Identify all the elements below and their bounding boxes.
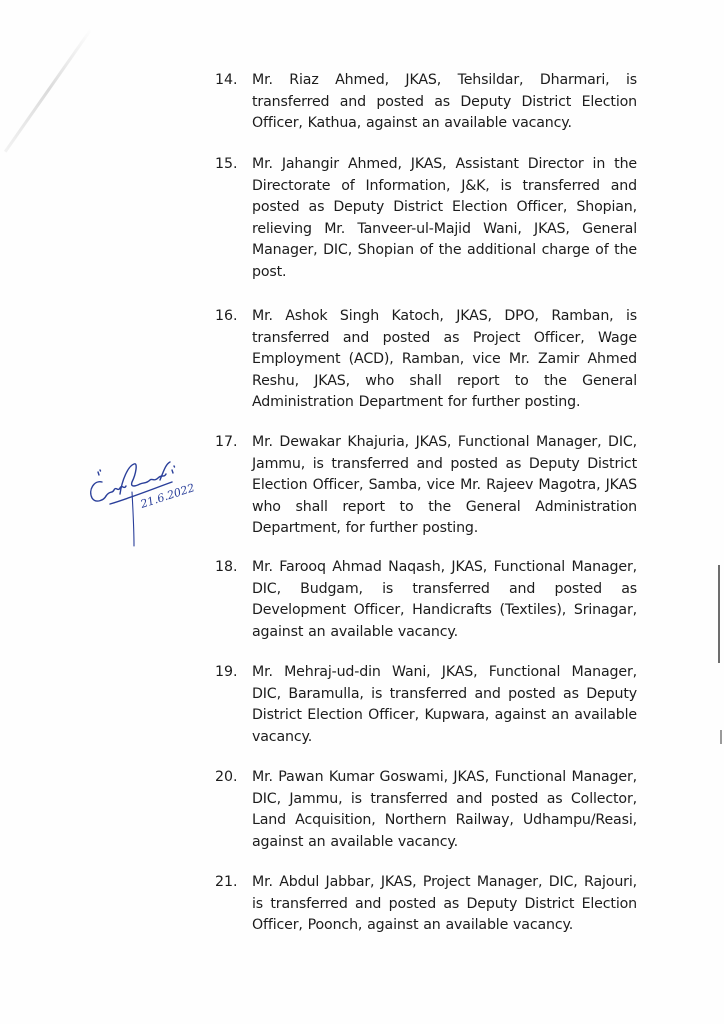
signature-stroke [98,470,101,475]
list-item [215,662,637,748]
item-text: Mr. Abdul Jabbar, JKAS, Project Manager, DIC, Rajouri, is transferred and posted as Deputy District Election Officer, Poonch, against an available vacancy. [252,874,637,933]
paper-edge-mark [718,565,720,663]
item-text: Mr. Dewakar Khajuria, JKAS, Functional Manager, DIC, Jammu, is transferred and posted as Deputy District Election Officer, Samba, vice Mr. Rajeev Magotra, JKAS who shall report to the General Administration Department, for further posting. [252,434,637,536]
item-text: Mr. Ashok Singh Katoch, JKAS, DPO, Ramban, is transferred and posted as Project Officer, Wage Employment (ACD), Ramban, vice Mr. Zamir Ahmed Reshu, JKAS, who shall report to the General Administration Department for further posting. [252,308,637,410]
item-text: Mr. Farooq Ahmad Naqash, JKAS, Functional Manager, DIC, Budgam, is transferred and posted as Development Officer, Handicrafts (Textiles), Srinagar, against an available vacancy. [252,559,637,640]
list-item [215,767,637,853]
handwritten-signature [80,460,220,550]
list-item [215,432,637,540]
item-number: 20. [215,769,238,785]
paper-edge-mark [720,730,722,744]
signature-stroke [172,466,175,473]
paper-fold-mark [4,28,92,153]
signature-stroke [160,462,170,480]
list-item [215,872,637,937]
item-text: Mr. Mehraj-ud-din Wani, JKAS, Functional Manager, DIC, Baramulla, is transferred and posted as Deputy District Election Officer, Kupwara, against an available vacancy. [252,664,637,745]
item-text: Mr. Pawan Kumar Goswami, JKAS, Functional Manager, DIC, Jammu, is transferred and posted as Collector, Land Acquisition, Northern Railway, Udhampu/Reasi, against an available vacancy. [252,769,637,850]
item-number: 19. [215,664,238,680]
signature-stroke [132,492,134,546]
list-item [215,557,637,643]
signature-stroke [120,464,166,494]
item-number: 17. [215,434,238,450]
item-number: 15. [215,156,238,172]
item-number: 21. [215,874,238,890]
item-number: 14. [215,72,238,88]
list-item [215,70,637,135]
list-item [215,154,637,283]
signature-stroke [106,486,126,496]
item-number: 16. [215,308,238,324]
item-text: Mr. Jahangir Ahmed, JKAS, Assistant Director in the Directorate of Information, J&K, is transferred and posted as Deputy District Election Officer, Shopian, relieving Mr. Tanveer-ul-Majid Wani, JKAS, General Manager, DIC, Shopian of the additional charge of the post. [252,156,637,280]
list-item [215,306,637,414]
item-number: 18. [215,559,238,575]
signature-date: 21.6.2022 [138,481,197,511]
item-text: Mr. Riaz Ahmed, JKAS, Tehsildar, Dharmari, is transferred and posted as Deputy District Election Officer, Kathua, against an available vacancy. [252,72,637,131]
signature-stroke [91,482,106,501]
